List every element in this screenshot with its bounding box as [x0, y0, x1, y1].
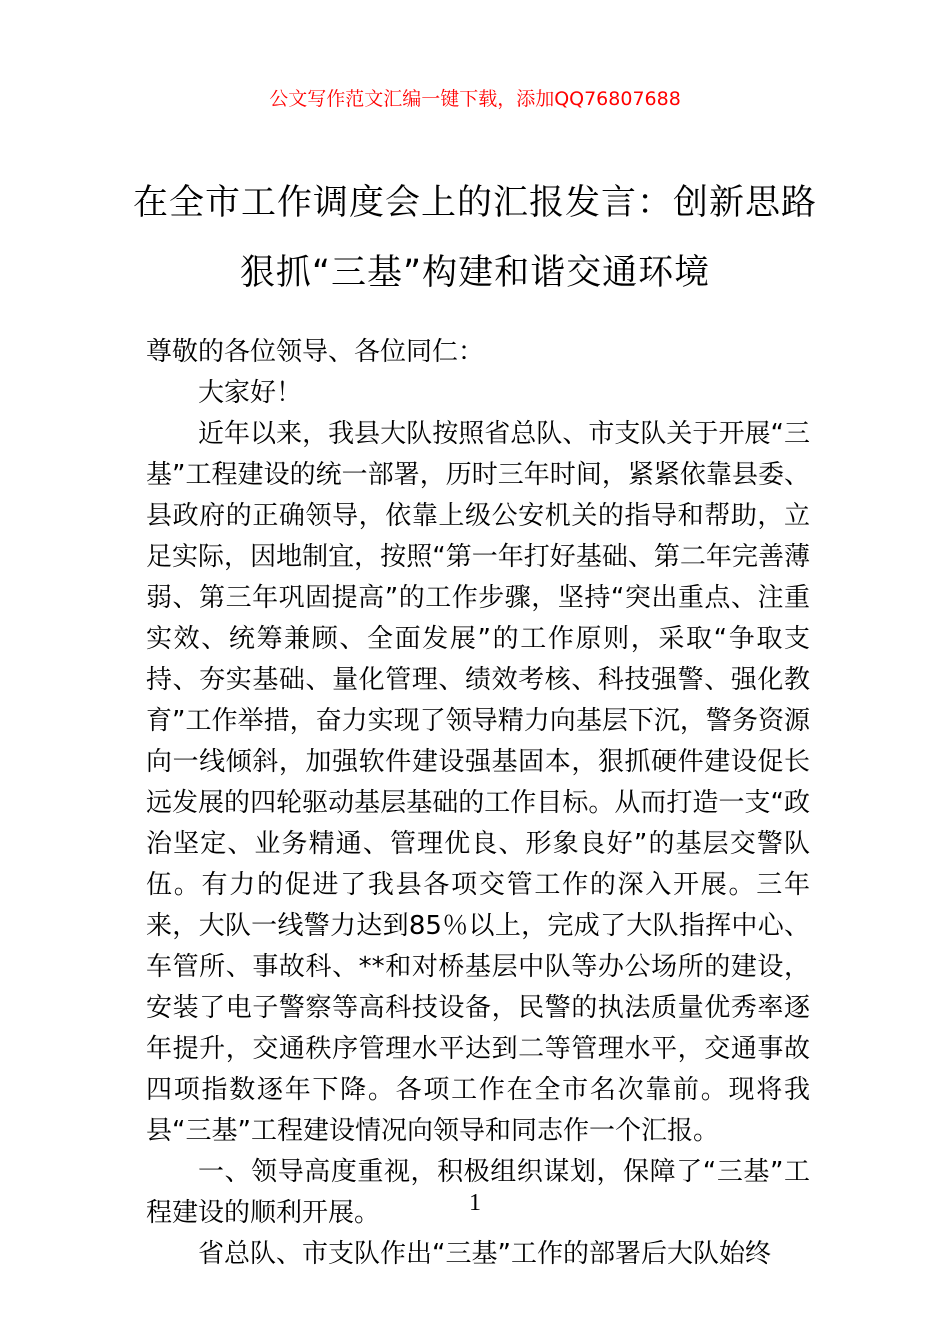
greeting: 大家好！	[198, 378, 303, 408]
document-title: 在全市工作调度会上的汇报发言：创新思路狠抓“三基”构建和谐交通环境	[132, 183, 817, 293]
body-paragraph: 近年以来，我县大队按照省总队、市支队关于开展“三基”工程建设的统一部署，历时三年时间，紧紧依靠县委、县政府的正确领导，依靠上级公安机关的指导和帮助，立足实际，因地制宜，按照“第一年打好基础、第二年完善薄弱、第三年巩固提高”的工作步骤，坚持“突出重点、注重实效、统筹兼顾、全面发展”的工作原则，采取“争取支持、夯实基础、量化管理、绩效考核、科技强警、强化教育”工作举措，奋力实现了领导精力向基层下沉，警务资源向一线倾斜，加强软件建设强基固本，狠抓硬件建设促长远发展的四轮驱动基层基础的工作目标。从而打造一支“政治坚定、业务精通、管理优良、形象良好”的基层交警队伍。有力的促进了我县各项交管工作的深入开展。三年来，大队一线警力达到85％以上，完成了大队指挥中心、车管所、事故科、**和对桥基层中队等办公场所的建设，安装了电子警察等高科技设备，民警的执法质量优秀率逐年提升，交通秩序管理水平达到二等管理水平，交通事故四项指数逐年下降。各项工作在全市名次靠前。现将我县“三基”工程建设情况向领导和同志作一个汇报。	[146, 419, 810, 1146]
page-number: 1	[469, 1190, 481, 1216]
download-watermark: 公文写作范文汇编一键下载，添加QQ76807688	[269, 88, 681, 110]
section-heading: 一、领导高度重视，积极组织谋划，保障了“三基”工程建设的顺利开展。	[146, 1157, 810, 1228]
document-body	[146, 332, 810, 1275]
body-paragraph: 省总队、市支队作出“三基”工作的部署后大队始终	[198, 1239, 771, 1269]
salutation: 尊敬的各位领导、各位同仁：	[146, 337, 485, 367]
